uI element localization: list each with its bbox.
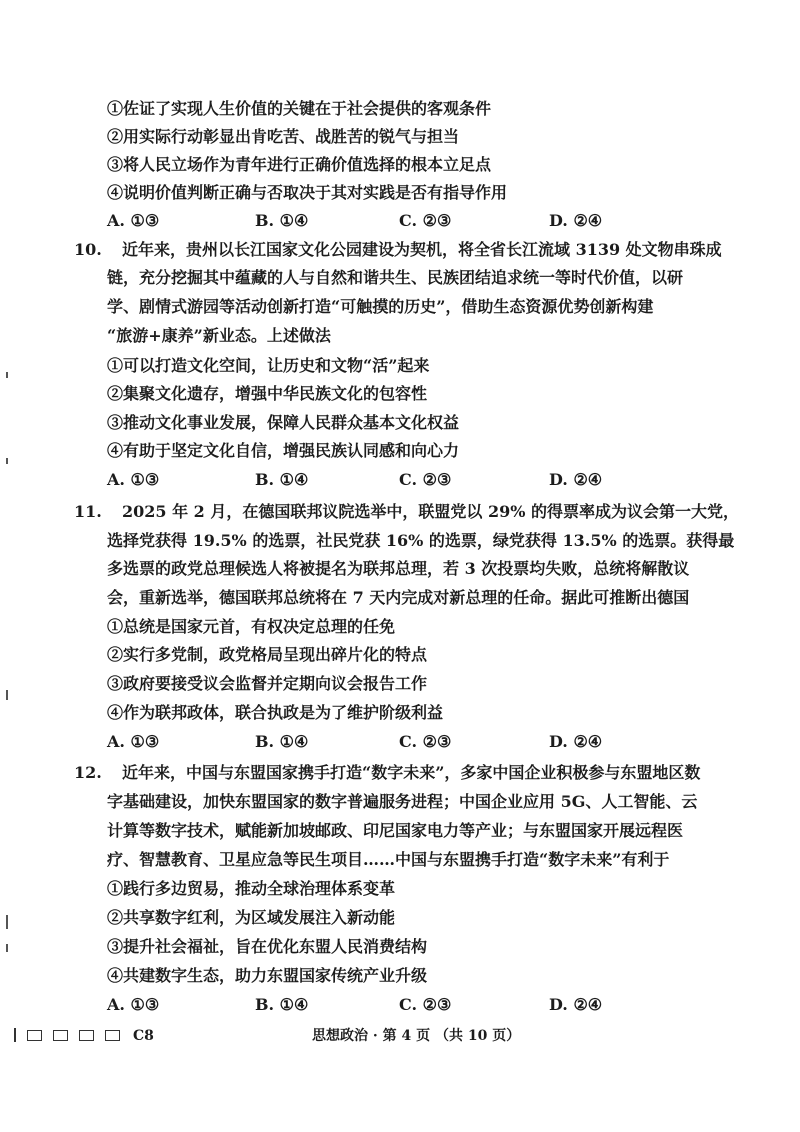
margin-mark [6,915,8,929]
q12-choice-d: D. ②④ [549,995,603,1014]
q10-choice-c: C. ②③ [399,470,452,489]
q11-number: 11. [74,502,102,521]
q10-option-3: ③推动文化事业发展，保障人民群众基本文化权益 [107,413,460,432]
divider-bar-icon [14,1028,16,1042]
q12-number: 12. [74,763,102,782]
q9-option-2: ②用实际行动彰显出肯吃苦、战胜苦的锐气与担当 [107,127,460,146]
empty-box-icon [27,1030,42,1041]
empty-box-icon [105,1030,120,1041]
q11-stem-line-1: 2025 年 2 月，在德国联邦议院选举中，联盟党以 29% 的得票率成为议会第一大党， [122,502,739,521]
margin-mark [6,458,8,464]
q10-option-4: ④有助于坚定文化自信，增强民族认同感和向心力 [107,441,460,460]
q12-option-1: ①践行多边贸易，推动全球治理体系变革 [107,879,396,898]
q12-choice-c: C. ②③ [399,995,452,1014]
q10-choices [107,470,667,490]
q11-stem-line-4: 会，重新选举，德国联邦总统将在 7 天内完成对新总理的任命。据此可推断出德国 [107,588,690,607]
q12-stem-line-1: 近年来，中国与东盟国家携手打造“数字未来”，多家中国企业积极参与东盟地区数 [122,763,701,782]
q10-stem-line-4: “旅游+康养”新业态。上述做法 [107,326,331,345]
q10-stem-line-1: 近年来，贵州以长江国家文化公园建设为契机，将全省长江流域 3139 处文物串珠成 [122,240,722,259]
q12-option-3: ③提升社会福祉，旨在优化东盟人民消费结构 [107,937,428,956]
q12-choice-b: B. ①④ [255,995,309,1014]
q9-option-4: ④说明价值判断正确与否取决于其对实践是否有指导作用 [107,183,508,202]
q11-option-1: ①总统是国家元首，有权决定总理的任免 [107,617,396,636]
q11-option-4: ④作为联邦政体，联合执政是为了维护阶级利益 [107,703,444,722]
q11-choice-b: B. ①④ [255,732,309,751]
page-number-label: 思想政治 · 第 4 页 （共 10 页） [312,1028,521,1044]
q12-choices [107,995,667,1015]
q12-stem-line-4: 疗、智慧教育、卫星应急等民生项目……中国与东盟携手打造“数字未来”有利于 [107,850,670,869]
q10-choice-a: A. ①③ [107,470,160,489]
margin-mark [6,944,8,952]
margin-mark [6,372,8,378]
q12-option-4: ④共建数字生态，助力东盟国家传统产业升级 [107,966,428,985]
q9-choice-b: B. ①④ [255,211,309,230]
q11-choice-d: D. ②④ [549,732,603,751]
margin-mark [6,690,8,700]
q9-choice-c: C. ②③ [399,211,452,230]
q11-choice-c: C. ②③ [399,732,452,751]
q11-option-2: ②实行多党制，政党格局呈现出碎片化的特点 [107,645,428,664]
q11-choices [107,732,667,752]
q10-number: 10. [74,240,102,259]
q12-choice-a: A. ①③ [107,995,160,1014]
q12-option-2: ②共享数字红利，为区域发展注入新动能 [107,908,396,927]
q10-stem-line-2: 链，充分挖掘其中蕴藏的人与自然和谐共生、民族团结追求统一等时代价值，以研 [107,268,684,287]
q9-choices [107,211,667,231]
q11-option-3: ③政府要接受议会监督并定期向议会报告工作 [107,674,428,693]
empty-box-icon [53,1030,68,1041]
q12-stem-line-3: 计算等数字技术，赋能新加坡邮政、印尼国家电力等产业；与东盟国家开展远程医 [107,821,684,840]
q9-choice-a: A. ①③ [107,211,160,230]
q11-choice-a: A. ①③ [107,732,160,751]
q9-option-1: ①佐证了实现人生价值的关键在于社会提供的客观条件 [107,99,492,118]
empty-box-icon [79,1030,94,1041]
q10-choice-b: B. ①④ [255,470,309,489]
paper-code: C8 [133,1028,154,1044]
q12-stem-line-2: 字基础建设，加快东盟国家的数字普遍服务进程；中国企业应用 5G、人工智能、云 [107,792,698,811]
q9-option-3: ③将人民立场作为青年进行正确价值选择的根本立足点 [107,155,492,174]
answer-boxes [14,1028,120,1042]
q9-choice-d: D. ②④ [549,211,603,230]
q11-stem-line-3: 多选票的政党总理候选人将被提名为联邦总理，若 3 次投票均失败，总统将解散议 [107,559,690,578]
q10-stem-line-3: 学、剧情式游园等活动创新打造“可触摸的历史”，借助生态资源优势创新构建 [107,297,654,316]
q11-stem-line-2: 选择党获得 19.5% 的选票，社民党获 16% 的选票，绿党获得 13.5% 的选票。获得最 [107,531,735,550]
q10-choice-d: D. ②④ [549,470,603,489]
q10-option-1: ①可以打造文化空间，让历史和文物“活”起来 [107,356,430,375]
page-footer [0,1026,800,1048]
q10-option-2: ②集聚文化遗存，增强中华民族文化的包容性 [107,384,428,403]
